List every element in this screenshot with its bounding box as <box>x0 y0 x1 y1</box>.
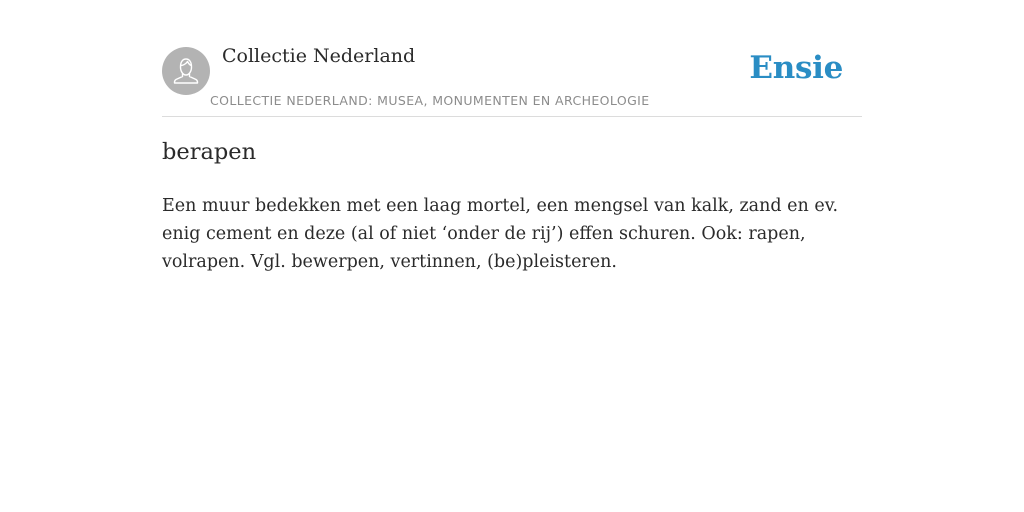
source-label[interactable]: COLLECTIE NEDERLAND: MUSEA, MONUMENTEN EN ARCHEOLOGIE <box>210 93 650 108</box>
author-name[interactable]: Collectie Nederland <box>222 45 416 67</box>
brand-logo[interactable]: Ensie <box>749 50 843 86</box>
entry-header <box>162 0 862 117</box>
entry-term: berapen <box>162 139 257 165</box>
user-outline-icon <box>162 47 210 95</box>
entry-card <box>162 0 862 272</box>
author-avatar[interactable] <box>162 47 210 95</box>
entry-definition: Een muur bedekken met een laag mortel, een mengsel van kalk, zand en ev. enig cement en deze (al of niet ‘onder de rij’) effen schuren. Ook: rapen, volrapen. Vgl. bewerpen, vertinnen, (be)pleisteren. <box>162 196 839 272</box>
